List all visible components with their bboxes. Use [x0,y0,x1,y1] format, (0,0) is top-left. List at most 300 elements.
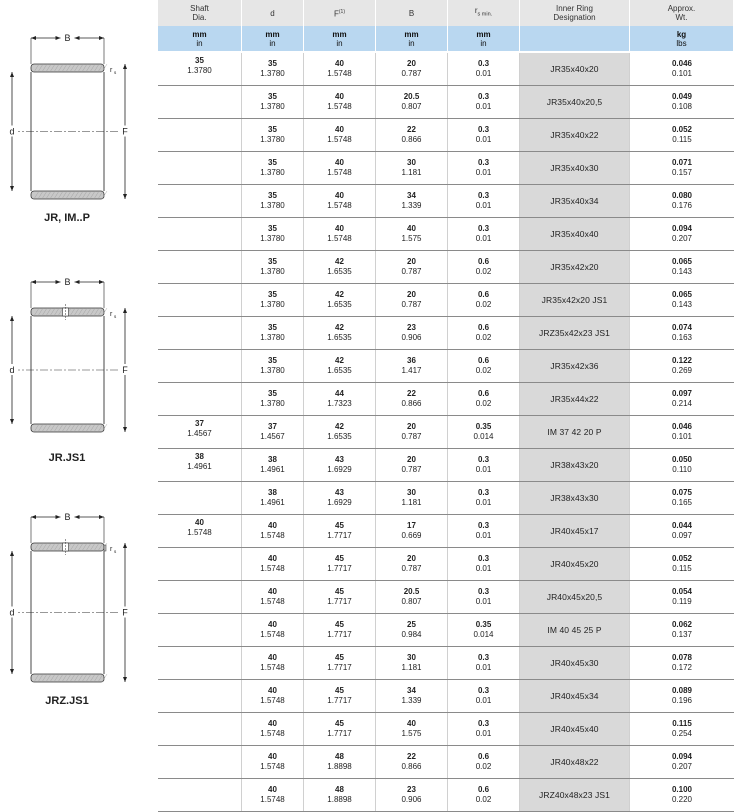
header-label-2: Dia. [192,13,207,22]
value-metric: 40 [268,686,277,695]
value-imperial: 1.7323 [327,399,352,408]
cell-shaft [158,449,242,481]
value-metric: 0.115 [672,719,692,728]
cell-f [304,350,376,382]
value-imperial: 0.014 [473,432,494,441]
value-metric: 42 [335,290,344,299]
value-imperial: 1.5748 [260,597,285,606]
cell-f [304,251,376,283]
arrow-head [123,427,127,432]
unit-imperial: in [408,38,415,48]
table-row [158,581,734,614]
cell-weight [630,86,734,118]
table-row [158,86,734,119]
cell-rs [448,251,520,283]
cell-rs [448,53,520,85]
cell-designation [520,86,630,118]
header-sup: (1) [338,8,345,15]
value-imperial: 1.3780 [260,234,285,243]
cell-rs [448,548,520,580]
value-imperial: 1.8898 [327,795,352,804]
cell-rs [448,713,520,745]
dim-label-r-sub: s [114,314,117,319]
value-metric: 40 [268,620,277,629]
value-metric: 36 [407,356,416,365]
value-imperial: 1.4567 [260,432,285,441]
designation-value: JR35x40x22 [550,130,599,140]
value-imperial: 0.269 [671,366,693,375]
cell-weight [630,680,734,712]
cell-f [304,86,376,118]
cell-b [376,86,448,118]
value-imperial: 1.5748 [260,729,285,738]
dim-label-r: r [110,546,113,553]
cell-d [242,713,304,745]
table-row [158,152,734,185]
cell-d [242,614,304,646]
cell-weight [630,614,734,646]
value-metric: 0.065 [671,290,693,299]
designation-value: IM 40 45 25 P [547,625,602,635]
arrow-head [99,36,104,40]
value-metric: 22 [407,125,416,134]
value-imperial: 0.787 [401,432,422,441]
value-metric: 40 [335,158,344,167]
value-imperial: 1.6535 [327,300,352,309]
designation-value: JR35x40x20 [550,64,599,74]
value-imperial: 1.5748 [260,696,285,705]
cell-designation [520,119,630,151]
value-imperial: 0.787 [401,465,422,474]
designation-value: JRZ40x48x23 JS1 [539,790,610,800]
value-imperial: 0.165 [671,498,693,507]
designation-value: JR40x45x30 [550,658,599,668]
value-metric: 44 [335,389,344,398]
table-row [158,119,734,152]
value-imperial: 1.3780 [260,267,285,276]
value-metric: 42 [335,257,344,266]
value-metric: 0.3 [477,158,490,167]
value-metric: 40 [268,587,277,596]
cell-d [242,284,304,316]
unit-weight [630,26,734,51]
arrow-head [10,186,14,191]
value-imperial: 1.3780 [260,333,285,342]
value-metric: 35 [268,59,277,68]
designation-value: JRZ35x42x23 JS1 [539,328,610,338]
dim-label-r-sub: s [114,70,117,75]
value-metric: 45 [335,554,344,563]
cell-b [376,482,448,514]
value-imperial: 0.01 [475,663,492,672]
value-metric: 38 [195,452,204,461]
value-imperial: 0.01 [475,531,492,540]
cell-b [376,53,448,85]
cell-weight [630,581,734,613]
designation-value: JR35x42x20 JS1 [541,295,608,305]
value-metric: 38 [268,488,277,497]
designation-value: JR40x45x34 [550,691,599,701]
arrow-head [123,543,127,548]
value-imperial: 0.807 [401,597,422,606]
cell-designation [520,53,630,85]
cell-rs [448,746,520,778]
cell-weight [630,119,734,151]
value-imperial: 1.5748 [327,168,352,177]
cell-rs [448,515,520,547]
value-imperial: 1.4961 [260,498,285,507]
value-metric: 35 [268,92,277,101]
table-row [158,185,734,218]
cell-d [242,779,304,811]
dim-label-d: d [9,126,15,137]
value-imperial: 1.7717 [327,597,352,606]
value-metric: 35 [268,389,277,398]
arrow-head [10,669,14,674]
value-imperial: 0.143 [671,300,693,309]
value-imperial: 0.119 [672,597,692,606]
arrow-head [123,677,127,682]
value-metric: 48 [335,785,344,794]
table-row [158,548,734,581]
value-metric: 45 [335,686,344,695]
cell-shaft [158,779,242,811]
unit-shaft [158,26,242,51]
value-imperial: 1.5748 [260,564,285,573]
value-metric: 20 [407,554,416,563]
cell-f [304,218,376,250]
value-imperial: 0.02 [475,399,492,408]
designation-value: JR35x40x40 [550,229,599,239]
value-imperial: 1.5748 [327,69,352,78]
value-imperial: 0.163 [671,333,693,342]
value-metric: 0.078 [671,653,693,662]
value-imperial: 0.01 [475,465,492,474]
cell-shaft [158,350,242,382]
cell-rs [448,284,520,316]
value-metric: 40 [335,224,344,233]
cell-b [376,548,448,580]
value-metric: 35 [268,191,277,200]
value-imperial: 1.6929 [327,465,352,474]
cell-weight [630,548,734,580]
value-imperial: 0.02 [475,267,492,276]
value-imperial: 1.5748 [327,135,352,144]
cell-d [242,119,304,151]
ring-section [31,424,104,432]
arrow-head [56,280,61,284]
value-imperial: 0.01 [475,564,492,573]
cell-rs [448,449,520,481]
cell-d [242,350,304,382]
value-imperial: 0.01 [475,168,492,177]
value-imperial: 1.7717 [327,531,352,540]
header-label: d [270,8,275,18]
cell-b [376,614,448,646]
dim-label-r: r [110,67,113,74]
dim-label-f: F [122,126,128,137]
value-imperial: 1.3780 [260,399,285,408]
value-imperial: 1.181 [401,663,422,672]
value-imperial: 1.417 [401,366,422,375]
value-imperial: 1.7717 [327,564,352,573]
cell-shaft [158,185,242,217]
value-metric: 0.044 [671,521,693,530]
value-imperial: 0.906 [401,333,422,342]
header-designation [520,0,630,26]
dim-label-r: r [110,311,113,318]
table-row [158,317,734,350]
dim-label-d: d [9,607,15,618]
cell-weight [630,416,734,448]
value-imperial: 0.110 [672,465,692,474]
cell-designation [520,416,630,448]
value-imperial: 1.4961 [187,462,212,471]
cell-rs [448,416,520,448]
unit-designation [520,26,630,51]
value-metric: 0.3 [477,521,490,530]
value-metric: 22 [407,752,416,761]
value-imperial: 0.787 [401,69,422,78]
value-metric: 40 [268,554,277,563]
value-metric: 35 [268,224,277,233]
cell-weight [630,779,734,811]
header-label: $F^{(1)}$ [333,8,345,19]
cell-f [304,680,376,712]
cell-weight [630,449,734,481]
designation-value: JR35x44x22 [550,394,599,404]
cell-designation [520,713,630,745]
value-metric: 0.3 [477,191,490,200]
header-sub: s min. [477,11,493,18]
cell-designation [520,251,630,283]
value-imperial: 1.5748 [260,531,285,540]
designation-value: JR40x45x20,5 [546,592,603,602]
cell-d [242,53,304,85]
value-imperial: 0.866 [401,762,422,771]
cell-b [376,515,448,547]
value-metric: 0.046 [671,59,693,68]
table-row [158,218,734,251]
designation-value: JR35x40x30 [550,163,599,173]
cell-designation [520,383,630,415]
cell-b [376,251,448,283]
value-metric: 35 [268,158,277,167]
value-imperial: 1.339 [401,696,422,705]
value-imperial: 0.01 [475,498,492,507]
value-imperial: 0.207 [671,762,693,771]
value-metric: 42 [335,422,344,431]
value-metric: 0.35 [475,422,492,431]
cell-designation [520,779,630,811]
value-metric: 34 [407,686,416,695]
arrow-head [75,515,80,519]
arrow-head [31,36,36,40]
bearing-drawings [0,0,158,809]
value-metric: 0.6 [477,785,490,794]
value-metric: 37 [268,422,277,431]
cell-shaft [158,482,242,514]
figure-caption: JRZ.JS1 [45,695,89,707]
cell-rs [448,86,520,118]
cell-f [304,383,376,415]
value-imperial: 0.207 [671,234,693,243]
cell-d [242,317,304,349]
value-metric: 40 [195,518,204,527]
unit-metric: mm [332,29,347,39]
value-imperial: 0.02 [475,762,492,771]
value-imperial: 1.3780 [260,168,285,177]
designation-value: IM 37 42 20 P [547,427,602,437]
cell-rs [448,614,520,646]
value-metric: 0.3 [477,587,490,596]
value-metric: 40 [335,125,344,134]
value-imperial: 1.5748 [260,630,285,639]
unit-imperial: lbs [676,38,687,48]
cell-f [304,779,376,811]
cell-d [242,416,304,448]
value-imperial: 1.7717 [327,696,352,705]
cell-weight [630,647,734,679]
cell-b [376,746,448,778]
header-rs [448,0,520,26]
value-metric: 43 [335,455,344,464]
value-metric: 25 [407,620,416,629]
cell-rs [448,350,520,382]
value-metric: 0.3 [477,125,490,134]
cell-b [376,284,448,316]
value-metric: 20.5 [403,587,420,596]
value-metric: 35 [268,257,277,266]
value-imperial: 1.3780 [260,300,285,309]
cell-designation [520,680,630,712]
table-row [158,515,734,548]
cell-d [242,548,304,580]
value-imperial: 0.02 [475,366,492,375]
value-imperial: 0.02 [475,300,492,309]
cell-d [242,251,304,283]
value-imperial: 0.01 [475,597,492,606]
value-imperial: 0.254 [671,729,693,738]
value-imperial: 0.02 [475,333,492,342]
value-metric: 34 [407,191,416,200]
value-imperial: 1.5748 [260,795,285,804]
value-metric: 0.062 [671,620,693,629]
arrow-head [10,72,14,77]
value-metric: 0.080 [671,191,693,200]
figure-caption: JR.JS1 [48,452,86,464]
cell-shaft [158,680,242,712]
dim-label-r-sub: s [114,549,117,554]
dim-label-b: B [64,33,71,43]
table-row [158,614,734,647]
dim-label-b: B [64,277,71,287]
value-metric: 40 [268,719,277,728]
value-metric: 0.6 [477,752,490,761]
value-metric: 20 [407,422,416,431]
value-imperial: 0.01 [475,135,492,144]
value-metric: 35 [268,356,277,365]
value-imperial: 0.220 [671,795,693,804]
value-metric: 43 [335,488,344,497]
value-metric: 0.046 [671,422,693,431]
value-metric: 0.049 [671,92,693,101]
unit-metric: mm [404,29,419,39]
arrow-head [123,308,127,313]
value-metric: 45 [335,719,344,728]
value-imperial: 1.5748 [327,234,352,243]
arrow-head [31,515,36,519]
value-metric: 20 [407,59,416,68]
value-imperial: 1.3780 [260,366,285,375]
table-row [158,779,734,812]
value-imperial: 1.181 [401,168,422,177]
cell-designation [520,614,630,646]
designation-value: JR35x42x20 [550,262,599,272]
value-metric: 30 [407,653,416,662]
cell-shaft [158,581,242,613]
unit-metric: mm [192,29,207,39]
value-metric: 0.094 [671,752,693,761]
arrow-head [10,419,14,424]
unit-metric: mm [265,29,280,39]
cell-rs [448,218,520,250]
value-metric: 35 [268,125,277,134]
value-metric: 30 [407,488,416,497]
cell-d [242,647,304,679]
cell-shaft [158,53,242,85]
value-imperial: 0.097 [671,531,693,540]
cell-rs [448,581,520,613]
value-metric: 40 [268,653,277,662]
cell-weight [630,482,734,514]
cell-f [304,449,376,481]
value-metric: 40 [407,719,416,728]
value-imperial: 0.02 [475,795,492,804]
cell-f [304,119,376,151]
bearing-figures [0,0,158,809]
value-imperial: 0.143 [671,267,693,276]
cell-d [242,152,304,184]
cell-designation [520,350,630,382]
value-imperial: 0.196 [671,696,693,705]
cell-b [376,581,448,613]
dim-label-f: F [122,607,128,618]
cell-f [304,614,376,646]
cell-d [242,581,304,613]
value-imperial: 1.4961 [260,465,285,474]
value-imperial: 1.5748 [327,102,352,111]
designation-value: JR35x40x20,5 [546,97,603,107]
cell-f [304,581,376,613]
cell-designation [520,482,630,514]
cell-b [376,383,448,415]
designation-value: JR38x43x30 [550,493,599,503]
cell-b [376,152,448,184]
unit-imperial: in [269,38,276,48]
arrow-head [56,36,61,40]
value-metric: 0.052 [671,554,693,563]
value-imperial: 0.108 [671,102,693,111]
value-imperial: 0.787 [401,267,422,276]
cell-b [376,317,448,349]
cell-d [242,218,304,250]
value-imperial: 1.8898 [327,762,352,771]
unit-b [376,26,448,51]
cell-f [304,548,376,580]
value-imperial: 1.5748 [260,663,285,672]
figure-caption: JR, IM..P [44,212,90,224]
